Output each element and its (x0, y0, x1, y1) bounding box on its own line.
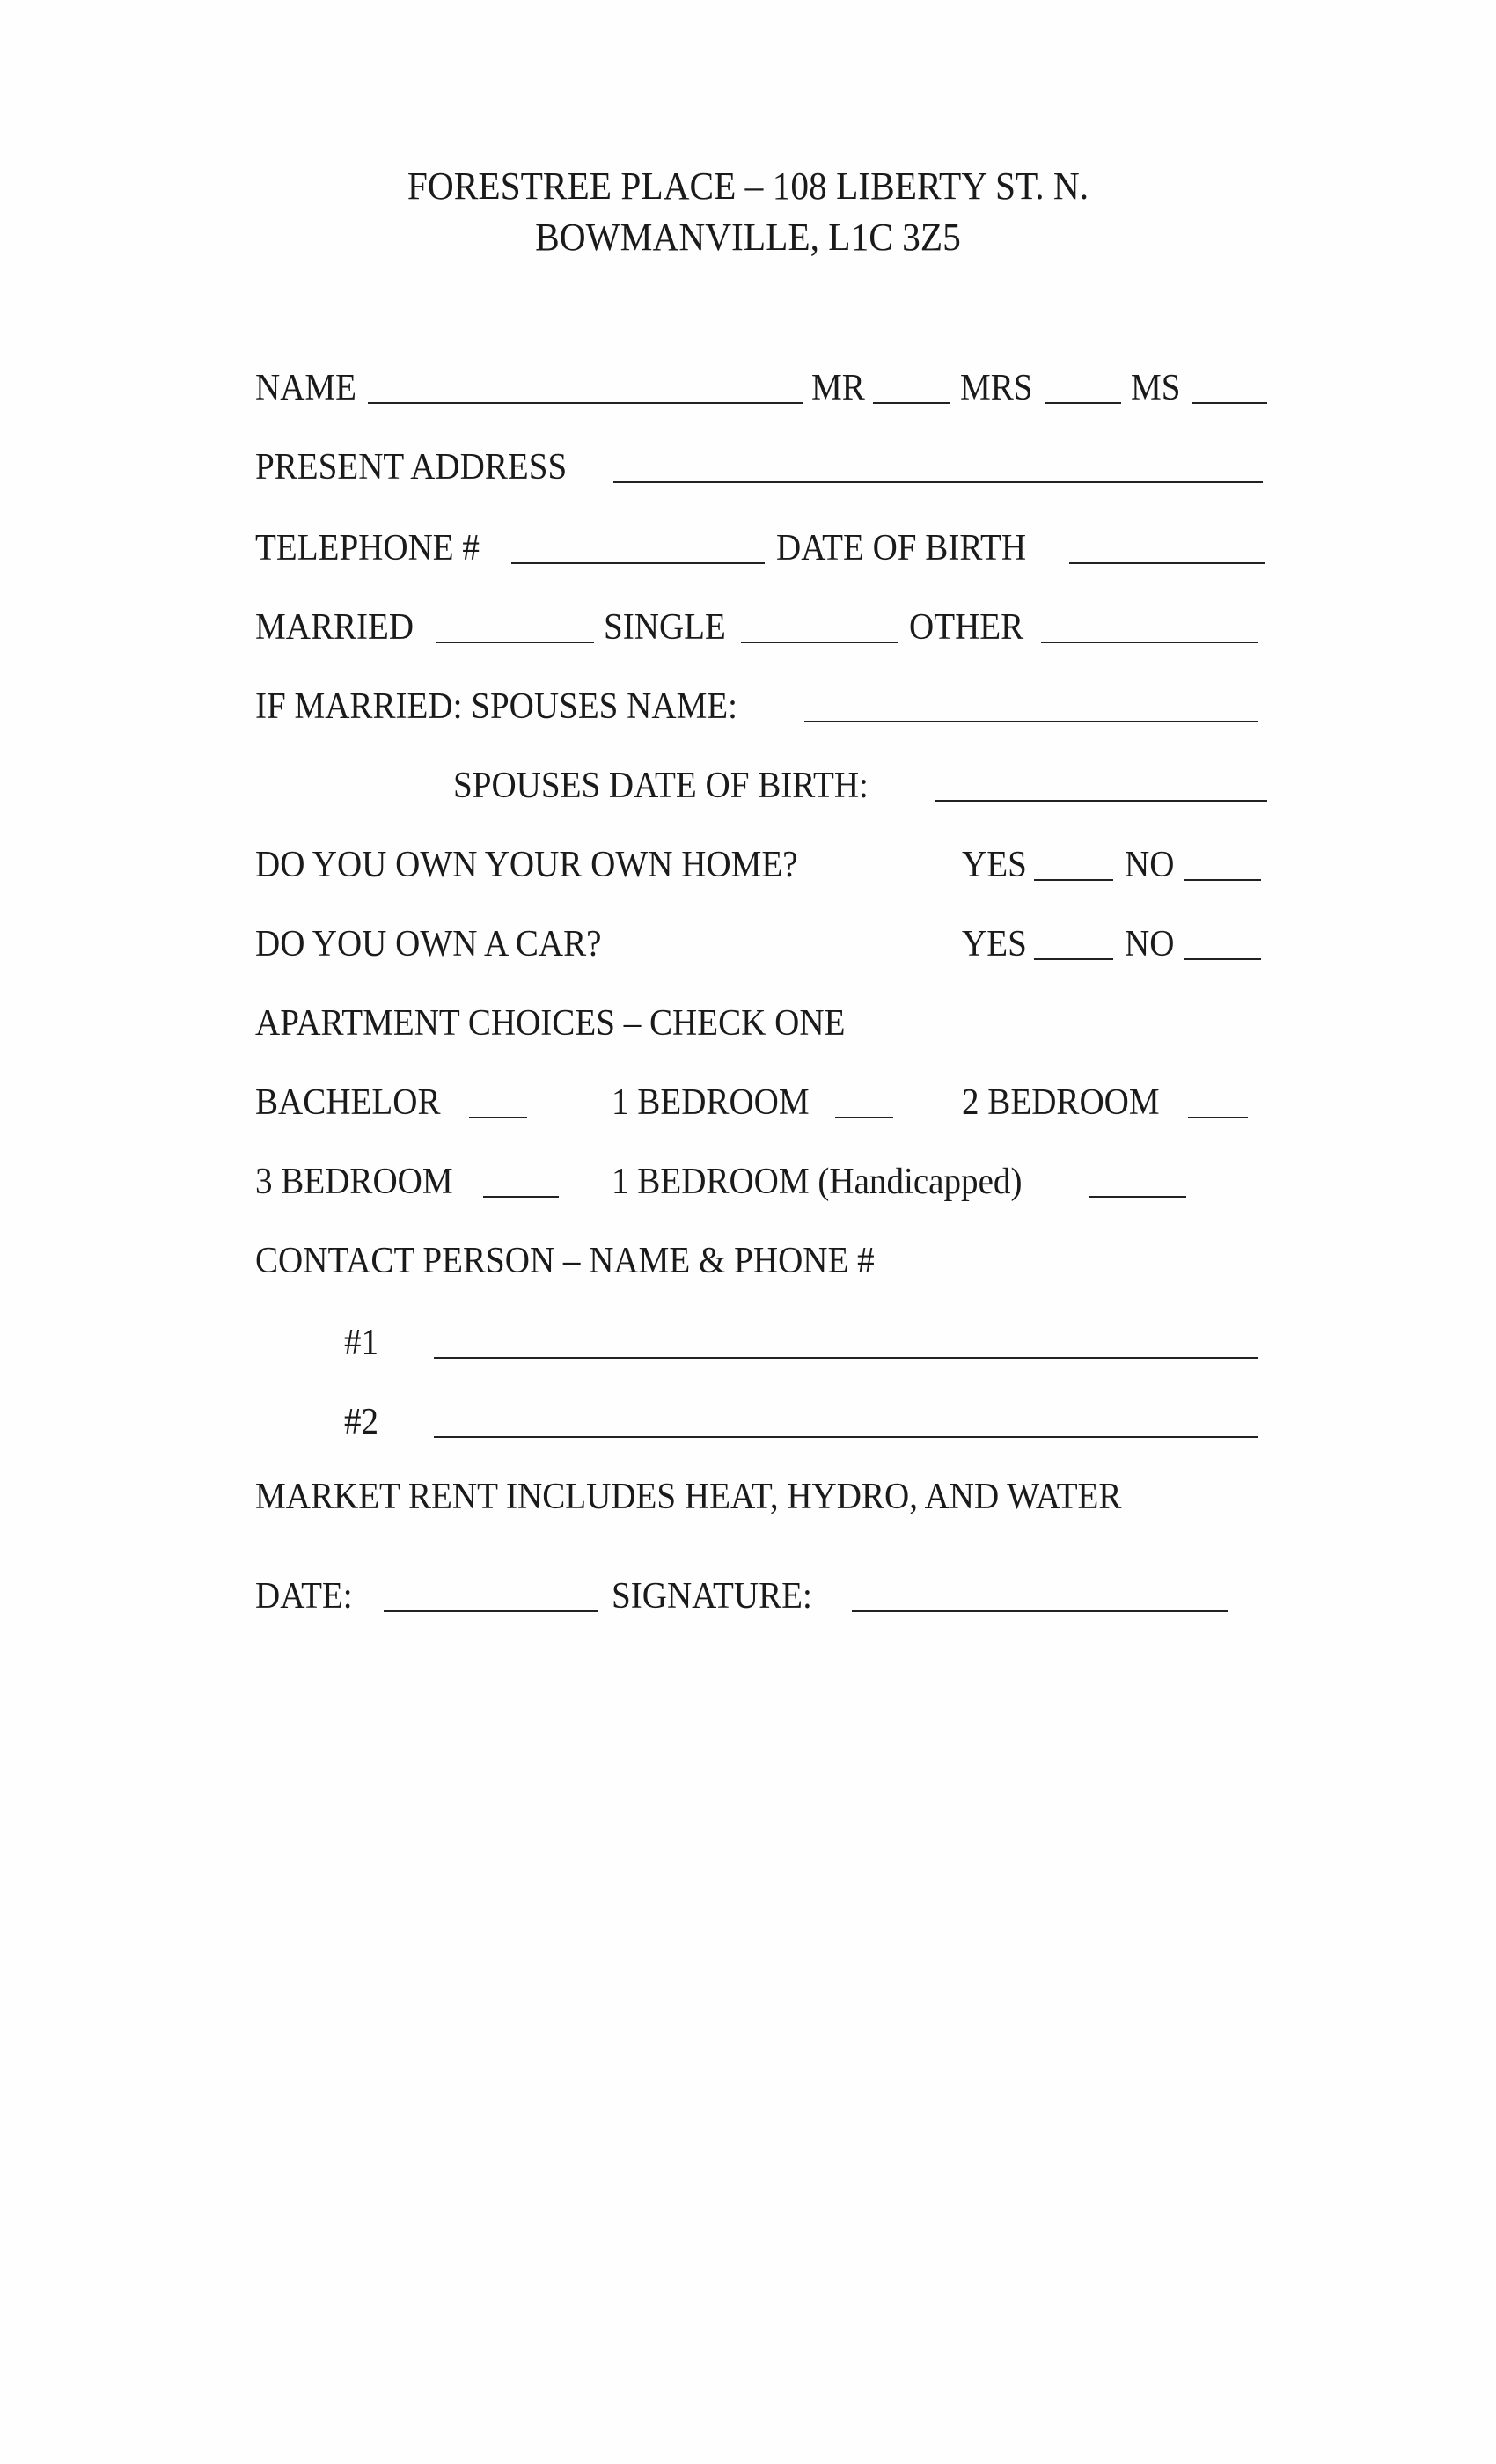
own-car-yes-label: YES (962, 924, 1027, 964)
mrs-label: MRS (960, 368, 1033, 408)
signature-field[interactable] (852, 1610, 1228, 1612)
spouse-name-label: IF MARRIED: SPOUSES NAME: (255, 686, 738, 727)
mr-label: MR (811, 368, 865, 408)
address-label: PRESENT ADDRESS (255, 447, 568, 488)
apartment-choices-heading: APARTMENT CHOICES – CHECK ONE (255, 1003, 846, 1044)
ms-field[interactable] (1192, 402, 1267, 404)
ms-label: MS (1131, 368, 1181, 408)
own-car-no-label: NO (1125, 924, 1175, 964)
contact-1-label: #1 (344, 1323, 379, 1363)
bachelor-label: BACHELOR (255, 1082, 441, 1123)
contact-1-field[interactable] (434, 1357, 1258, 1359)
signature-label: SIGNATURE: (612, 1576, 812, 1617)
bachelor-field[interactable] (469, 1117, 527, 1118)
own-home-yes-field[interactable] (1034, 879, 1113, 881)
other-field[interactable] (1041, 642, 1258, 643)
contact-2-field[interactable] (434, 1436, 1258, 1438)
dob-label: DATE OF BIRTH (776, 528, 1027, 568)
contact-2-label: #2 (344, 1402, 379, 1442)
dob-field[interactable] (1069, 562, 1265, 564)
single-field[interactable] (741, 642, 898, 643)
telephone-label: TELEPHONE # (255, 528, 480, 568)
name-label: NAME (255, 368, 357, 408)
own-home-yes-label: YES (962, 845, 1027, 885)
own-car-label: DO YOU OWN A CAR? (255, 924, 602, 964)
date-label: DATE: (255, 1576, 353, 1617)
one-bedroom-handicapped-field[interactable] (1089, 1196, 1186, 1198)
one-bedroom-handicapped-label: 1 BEDROOM (Handicapped) (612, 1162, 1023, 1202)
spouse-dob-label: SPOUSES DATE OF BIRTH: (453, 766, 869, 806)
address-field[interactable] (613, 481, 1263, 483)
two-bedroom-label: 2 BEDROOM (962, 1082, 1160, 1123)
married-label: MARRIED (255, 607, 414, 648)
three-bedroom-field[interactable] (483, 1196, 559, 1198)
mr-field[interactable] (873, 402, 950, 404)
mrs-field[interactable] (1045, 402, 1121, 404)
own-home-no-label: NO (1125, 845, 1175, 885)
one-bedroom-field[interactable] (835, 1117, 893, 1118)
own-car-yes-field[interactable] (1034, 958, 1113, 960)
header-city: BOWMANVILLE, L1C 3Z5 (535, 216, 961, 259)
own-home-no-field[interactable] (1184, 879, 1261, 881)
spouse-dob-field[interactable] (935, 800, 1267, 802)
market-rent-note: MARKET RENT INCLUDES HEAT, HYDRO, AND WATER (255, 1477, 1122, 1517)
one-bedroom-label: 1 BEDROOM (612, 1082, 810, 1123)
header-address: FORESTREE PLACE – 108 LIBERTY ST. N. (407, 165, 1089, 208)
contact-person-heading: CONTACT PERSON – NAME & PHONE # (255, 1241, 875, 1281)
own-home-label: DO YOU OWN YOUR OWN HOME? (255, 845, 798, 885)
spouse-name-field[interactable] (804, 721, 1258, 722)
married-field[interactable] (436, 642, 594, 643)
other-label: OTHER (909, 607, 1024, 648)
name-field[interactable] (368, 402, 803, 404)
date-field[interactable] (384, 1610, 598, 1612)
single-label: SINGLE (604, 607, 726, 648)
three-bedroom-label: 3 BEDROOM (255, 1162, 453, 1202)
two-bedroom-field[interactable] (1188, 1117, 1248, 1118)
own-car-no-field[interactable] (1184, 958, 1261, 960)
telephone-field[interactable] (511, 562, 765, 564)
